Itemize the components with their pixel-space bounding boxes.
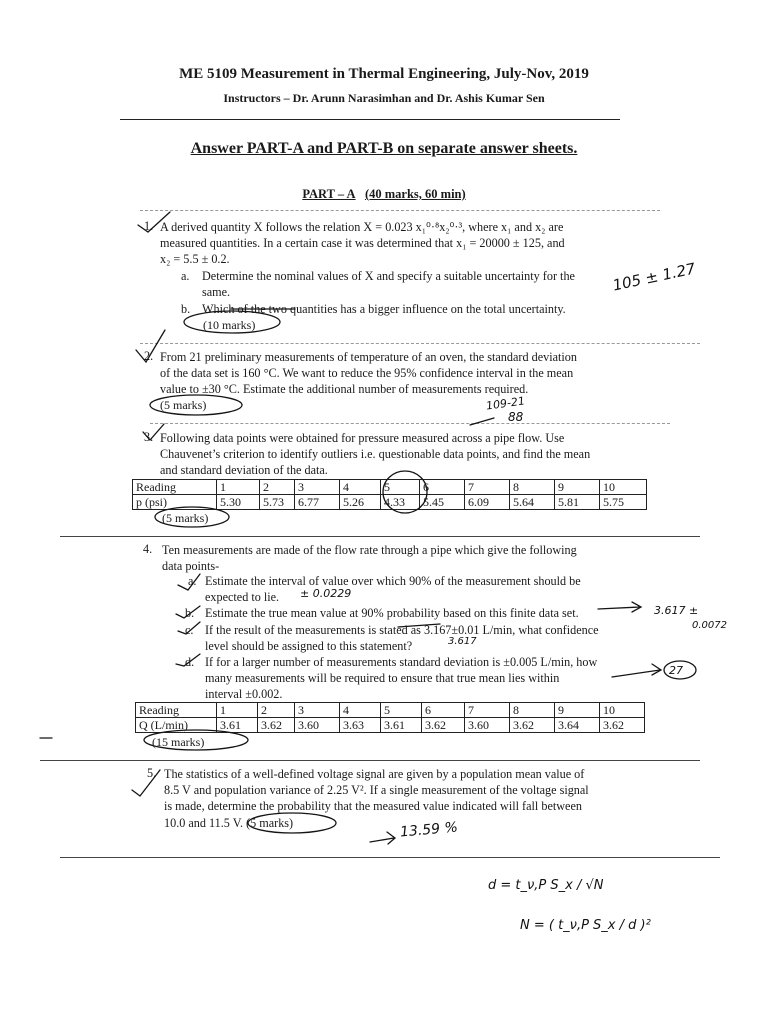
q1b-text: Which of the two quantities has a bigger influence on the total uncertainty. [202, 302, 566, 316]
table-cell: 3.62 [510, 718, 555, 733]
q1a-label: a. [181, 269, 190, 283]
q4c-line1: If the result of the measurements is stated as 3.167±0.01 L/min, what confidence [205, 623, 599, 637]
q4d-line2: many measurements will be required to ensure that true mean lies within [205, 671, 560, 685]
table-cell: 5.73 [260, 495, 295, 510]
table-cell: 2 [258, 703, 295, 718]
table-cell: 8 [510, 703, 555, 718]
q4d-text [205, 654, 597, 702]
q4a-label: a. [188, 574, 197, 588]
question-5 [164, 766, 589, 831]
table-cell: 3.60 [295, 718, 340, 733]
arrow-head-q4d [652, 664, 661, 675]
table-cell: 3.62 [422, 718, 465, 733]
handwritten-q2-calc: 109-21 [485, 394, 526, 413]
q3-number: 3. [144, 430, 154, 444]
q5-line4: 10.0 and 11.5 V. [164, 815, 243, 830]
table-cell: 3.61 [381, 718, 422, 733]
table-row [133, 495, 647, 510]
q4d-label: d. [185, 655, 195, 669]
q4a-line2: expected to lie. [205, 590, 280, 604]
q2-number: 2. [144, 349, 154, 363]
question-4 [162, 542, 577, 574]
q1-line1: A derived quantity X follows the relation X = 0.023 x₁⁰·⁸x₂⁰·³, where x₁ and x₂ are [160, 220, 564, 234]
table-cell: 5.75 [600, 495, 647, 510]
q4d-line3: interval ±0.002. [205, 687, 283, 701]
part-a-label: PART – A [302, 187, 356, 201]
table-cell: 9 [555, 480, 600, 495]
q5-line4-wrap [164, 815, 589, 831]
handwritten-q4d-answer: 27 [669, 664, 683, 677]
question-1 [160, 219, 565, 268]
handwritten-q4c-answer: 3.617 [448, 636, 477, 647]
table-cell: 4 [340, 703, 381, 718]
table-cell: Reading [136, 703, 217, 718]
table-row [133, 480, 647, 495]
q3-line1: Following data points were obtained for pressure measured across a pipe flow. Use [160, 431, 565, 445]
table-cell: 3.61 [217, 718, 258, 733]
header-divider [120, 119, 620, 120]
handwritten-q4a-answer: ± 0.0229 [300, 587, 352, 600]
table-cell: 2 [260, 480, 295, 495]
q4c-text [205, 622, 599, 654]
separator-line [60, 536, 700, 537]
table-cell: 5.81 [555, 495, 600, 510]
handwritten-formula-n: N = ( t_ν,P S_x / d )² [520, 918, 651, 933]
course-title: ME 5109 Measurement in Thermal Engineering, July-Nov, 2019 [179, 66, 589, 82]
table-cell: 7 [465, 480, 510, 495]
q1-number: 1. [144, 219, 154, 233]
table-cell: 6 [420, 480, 465, 495]
table-cell: 5 [381, 480, 420, 495]
handwritten-q4b-answer-2: 0.0072 [692, 620, 727, 631]
table-cell: 5.64 [510, 495, 555, 510]
table-cell: 10 [600, 703, 645, 718]
q1-marks: (10 marks) [203, 318, 256, 332]
table-cell: 3 [295, 480, 340, 495]
table-cell: Reading [133, 480, 217, 495]
q2-line3: value to ±30 °C. Estimate the additional number of measurements required. [160, 382, 529, 397]
table-cell: 3.62 [258, 718, 295, 733]
table-cell: 6 [422, 703, 465, 718]
table-cell: 3.64 [555, 718, 600, 733]
q1a-line2: same. [202, 285, 231, 299]
handwritten-q1-answer: 105 ± 1.27 [611, 259, 698, 295]
handwritten-formula-d: d = t_ν,P S_x / √N [488, 878, 604, 893]
flow-rate-table [135, 702, 645, 733]
table-cell: p (psi) [133, 495, 217, 510]
q1b-label: b. [181, 302, 191, 316]
table-cell: 5 [381, 703, 422, 718]
separator-line [150, 423, 670, 424]
table-cell: 9 [555, 703, 600, 718]
table-cell: Q (L/min) [136, 718, 217, 733]
q4b-label: b. [185, 606, 195, 620]
table-row [136, 703, 645, 718]
separator-line [60, 857, 720, 858]
q4a-line1: Estimate the interval of value over which 90% of the measurement should be [205, 574, 581, 588]
separator-line [140, 343, 700, 344]
question-3 [160, 430, 590, 479]
q2-line2: of the data set is 160 °C. We want to reduce the 95% confidence interval in the mean [160, 366, 574, 381]
q5-line1: The statistics of a well-defined voltage signal are given by a population mean value of [164, 767, 585, 781]
q2-line1: From 21 preliminary measurements of temperature of an oven, the standard deviation [160, 350, 577, 364]
q5-marks: (5 marks) [246, 815, 294, 830]
table-cell: 10 [600, 480, 647, 495]
q4d-line1: If for a larger number of measurements standard deviation is ±0.005 L/min, how [205, 655, 598, 669]
q4c-label: c. [185, 623, 194, 637]
table-cell: 1 [217, 703, 258, 718]
q1a-line1: Determine the nominal values of X and specify a suitable uncertainty for the [202, 269, 575, 283]
q4-line2: data points- [162, 559, 220, 574]
q5-line2: 8.5 V and population variance of 2.25 V². If a single measurement of the voltage signal [164, 783, 589, 798]
table-cell: 4.33 [381, 495, 420, 510]
q5-number: 5. [147, 766, 157, 780]
arrow-q5 [370, 838, 394, 842]
handwritten-q4b-answer: 3.617 ± [654, 604, 699, 617]
table-cell: 4 [340, 480, 381, 495]
table-cell: 3.60 [465, 718, 510, 733]
arrow-head-q4b [632, 602, 641, 612]
handwritten-q5-answer: 13.59 % [399, 819, 459, 841]
q3-marks: (5 marks) [162, 511, 209, 525]
instructors-line: Instructors – Dr. Arunn Narasimhan and Dr. Ashis Kumar Sen [223, 91, 545, 105]
table-cell: 6.77 [295, 495, 340, 510]
q5-line3: is made, determine the probability that the measured value indicated will fall between [164, 799, 582, 814]
q1-line2: measured quantities. In a certain case it was determined that x₁ = 20000 ± 125, and [160, 236, 565, 251]
q4c-line2: level should be assigned to this statement? [205, 639, 413, 653]
q3-line2: Chauvenet’s criterion to identify outliers i.e. questionable data points, and find the mean [160, 447, 591, 462]
table-cell: 3.63 [340, 718, 381, 733]
part-a-heading [0, 187, 768, 202]
table-cell: 8 [510, 480, 555, 495]
answer-instruction: Answer PART-A and PART-B on separate answer sheets. [190, 140, 578, 157]
table-cell: 5.26 [340, 495, 381, 510]
table-cell: 5.30 [217, 495, 260, 510]
arrow-q4b [598, 607, 640, 609]
handwritten-q2-answer: 88 [508, 410, 524, 424]
table-cell: 6.09 [465, 495, 510, 510]
pressure-table [132, 479, 647, 510]
table-cell: 3.62 [600, 718, 645, 733]
separator-line [140, 210, 660, 211]
table-cell: 3 [295, 703, 340, 718]
arrow-q4d [612, 670, 660, 677]
q4-number: 4. [143, 542, 153, 556]
arrow-head-q5 [387, 832, 395, 844]
q4a-text [205, 573, 581, 605]
q4b-text: Estimate the true mean value at 90% probability based on this finite data set. [205, 606, 579, 620]
question-2 [160, 349, 577, 398]
table-row [136, 718, 645, 733]
table-cell: 1 [217, 480, 260, 495]
separator-line [40, 760, 700, 761]
q3-line3: and standard deviation of the data. [160, 463, 328, 478]
q4-line1: Ten measurements are made of the flow rate through a pipe which give the following [162, 543, 577, 557]
q1-line3: x₂ = 5.5 ± 0.2. [160, 252, 230, 267]
q2-marks: (5 marks) [160, 398, 207, 412]
table-cell: 7 [465, 703, 510, 718]
q1a-text [202, 268, 575, 300]
table-cell: 5.45 [420, 495, 465, 510]
part-a-info: (40 marks, 60 min) [364, 187, 466, 201]
q4-marks: (15 marks) [152, 735, 205, 749]
